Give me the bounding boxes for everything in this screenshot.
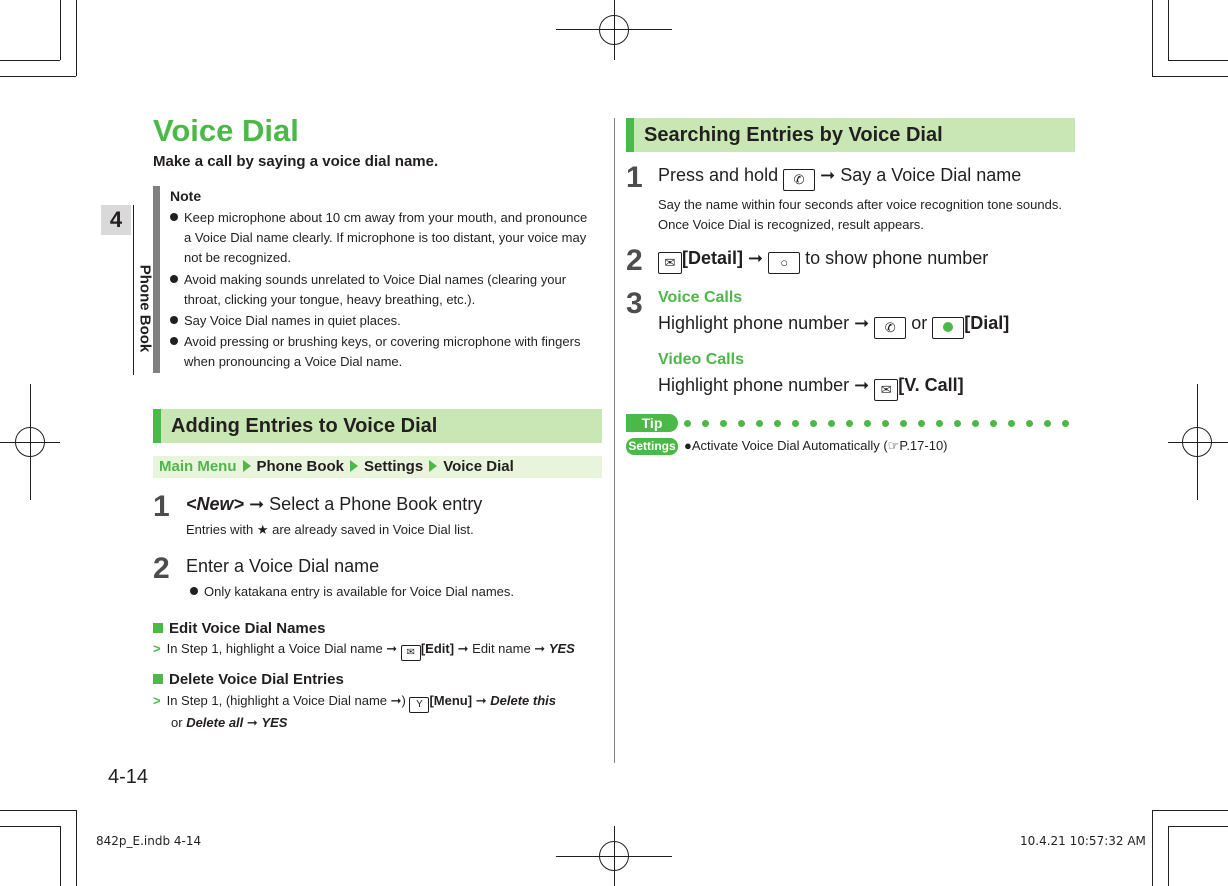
tip-dot [1044,420,1051,427]
step-note: Only katakana entry is available for Voice Dial names. [190,584,514,599]
menu-path-item: Settings [364,458,424,475]
tip-dot [846,420,853,427]
crop-mark [0,810,76,811]
menu-path-item: Phone Book [256,458,345,475]
tip-dot [684,420,691,427]
tip-dot [972,420,979,427]
tip-dot [810,420,817,427]
note-item: Avoid pressing or brushing keys, or covering microphone with fingers when pronouncing a Voice Dial name. [170,332,602,372]
slug-left: 842p_E.indb 4-14 [96,834,202,848]
crop-mark [1168,60,1228,61]
edit-heading: Edit Voice Dial Names [153,620,325,637]
crop-mark [1168,826,1228,827]
registration-circle [599,841,629,871]
note-item: Avoid making sounds unrelated to Voice Dial names (clearing your throat, clicking your tongue, heavy breathing, etc.). [170,270,602,310]
delete-instruction: > In Step 1, (highlight a Voice Dial name ➞) Y [Menu] ➞ Delete this or Delete all ➞ YES [153,693,556,730]
crop-mark [76,810,77,886]
tip-badge: Tip [626,414,678,432]
center-key-icon [932,317,964,339]
registration-circle [15,427,45,457]
bullet-icon [190,587,198,595]
page-subtitle: Make a call by saying a voice dial name. [153,153,439,170]
crop-mark [60,826,61,886]
tip-dot [828,420,835,427]
mail-key-icon: ✉ [874,379,898,401]
triangle-right-icon [350,460,358,472]
step-text: ✉ [Detail] ➞ ○ to show phone number [658,248,988,274]
tip-dot [990,420,997,427]
crop-mark [76,0,77,76]
note-item: Say Voice Dial names in quiet places. [170,311,602,331]
tip-text: ●Activate Voice Dial Automatically (☞P.17-10) [684,438,948,453]
tip-dot [1026,420,1033,427]
step-number: 2 [626,244,643,277]
crop-mark [1152,810,1228,811]
voice-calls-text: Highlight phone number ➞ ✆ or [Dial] [658,313,1009,339]
call-key-icon: ✆ [874,317,906,339]
crop-mark [1168,0,1169,60]
triangle-right-icon [243,460,251,472]
tip-dot [792,420,799,427]
tip-dot [1008,420,1015,427]
edit-instruction: > In Step 1, highlight a Voice Dial name ➞ ✉ [Edit] ➞ Edit name ➞ YES [153,641,575,661]
registration-circle [1182,427,1212,457]
tip-dot [738,420,745,427]
note-title: Note [170,188,202,204]
square-icon [153,623,163,633]
square-icon [153,674,163,684]
tip-dot [756,420,763,427]
mail-key-icon: ✉ [658,252,682,274]
menu-path-item: Voice Dial [443,458,514,475]
page-title: Voice Dial [153,113,299,148]
step-note: Say the name within four seconds after voice recognition tone sounds. Once Voice Dial is recognized, result appears. [658,197,1062,232]
triangle-right-icon [429,460,437,472]
note-item: Keep microphone about 10 cm away from your mouth, and pronounce a Voice Dial name clearly. If microphone is too distant, your voice may not be recognized. [170,208,602,268]
chapter-title: Phone Book [136,264,154,353]
crop-mark [1152,76,1228,77]
tip-dot [918,420,925,427]
page-number: 4-14 [108,766,149,788]
delete-heading: Delete Voice Dial Entries [153,671,344,688]
tip-dot [1062,420,1069,427]
crop-mark [0,826,60,827]
crop-mark [60,0,61,60]
tip-dot [900,420,907,427]
bullet-icon [170,316,178,324]
section-heading-searching: Searching Entries by Voice Dial [626,118,1075,152]
bullet-icon [170,275,178,283]
column-divider [614,118,615,763]
step-number: 3 [626,287,643,320]
tip-dot [882,420,889,427]
tip-dot [774,420,781,427]
step-number: 2 [153,552,170,585]
step-text: <New> ➞ Select a Phone Book entry [186,494,483,514]
mail-key-icon: ✉ [401,645,421,661]
tip-dot [936,420,943,427]
tip-dot [702,420,709,427]
tip-dot [864,420,871,427]
step-text: Enter a Voice Dial name [186,556,380,576]
menu-path-item: Main Menu [159,458,237,475]
tip-dot [954,420,961,427]
crop-mark [0,60,60,61]
crop-mark [0,76,76,77]
slug-right: 10.4.21 10:57:32 AM [1020,834,1146,848]
video-calls-label: Video Calls [658,351,744,368]
crop-mark [1168,826,1169,886]
star-icon: ★ [256,522,269,537]
chapter-number: 4 [101,205,131,235]
chapter-bar [133,205,134,375]
section-heading-adding: Adding Entries to Voice Dial [153,409,602,443]
bullet-icon [170,337,178,345]
menu-key-icon: Y [409,697,429,713]
step-text: Press and hold ✆ ➞ Say a Voice Dial name [658,165,1021,191]
registration-circle [599,15,629,45]
bullet-icon [170,213,178,221]
voice-calls-label: Voice Calls [658,289,743,306]
reference-icon: ☞ [887,438,900,453]
call-key-icon: ✆ [783,169,815,191]
note-bar [153,186,160,373]
settings-badge: Settings [626,438,678,455]
crop-mark [1152,810,1153,886]
camera-key-icon: ○ [768,252,800,274]
crop-mark [1152,0,1153,76]
step-note: Entries with ★ are already saved in Voice Dial list. [186,522,474,537]
video-calls-text: Highlight phone number ➞ ✉ [V. Call] [658,375,964,401]
tip-dot [720,420,727,427]
step-number: 1 [626,161,643,194]
step-number: 1 [153,490,170,523]
menu-path [153,456,602,478]
